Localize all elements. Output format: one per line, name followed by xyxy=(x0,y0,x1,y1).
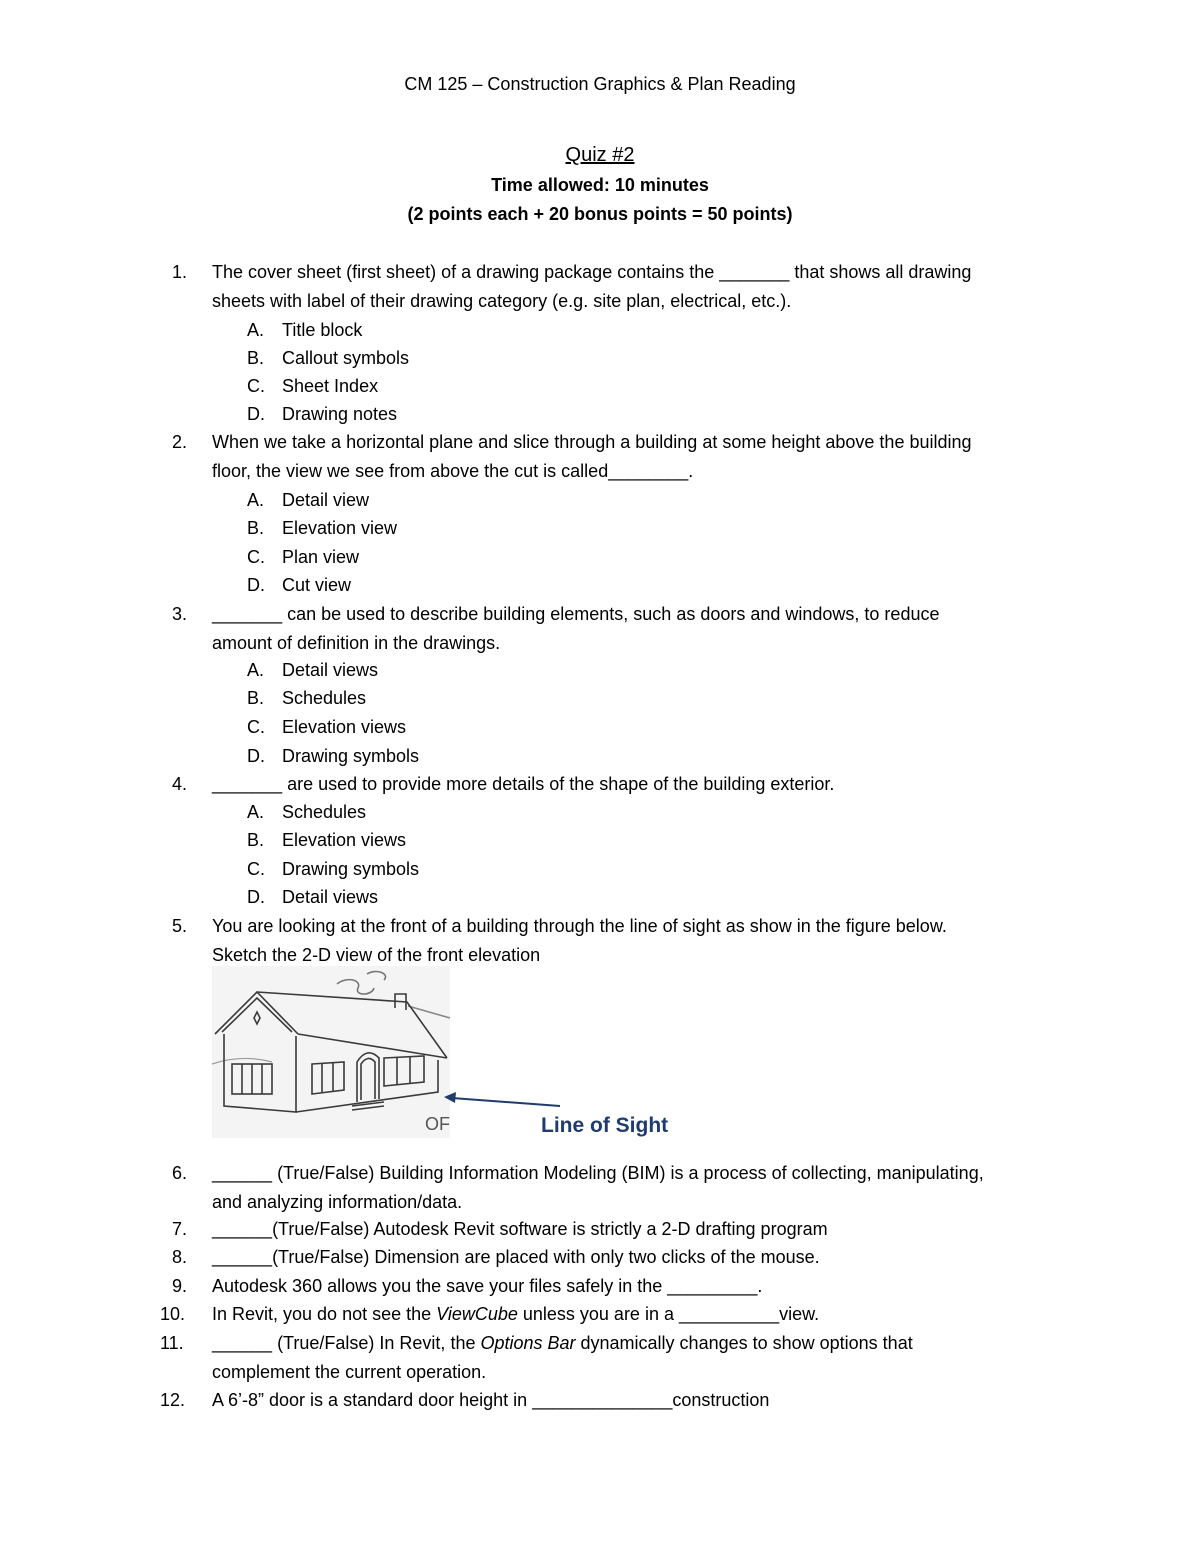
question-number: 1. xyxy=(172,262,188,282)
question-number: 2. xyxy=(172,432,188,452)
option-letter: A. xyxy=(247,320,265,340)
question-number: 7. xyxy=(172,1219,188,1239)
option-letter: D. xyxy=(247,575,265,595)
viewcube-term: ViewCube xyxy=(436,1304,518,1324)
option-text: Schedules xyxy=(282,688,367,708)
question-text-cont: and analyzing information/data. xyxy=(212,1192,463,1212)
question-number: 11. xyxy=(160,1333,184,1353)
question-number: 12. xyxy=(160,1390,186,1410)
option-letter: B. xyxy=(247,830,265,850)
option-text: Drawing notes xyxy=(282,404,398,424)
option-letter: A. xyxy=(247,660,265,680)
time-allowed: Time allowed: 10 minutes xyxy=(491,175,709,195)
question-text: A 6’-8” door is a standard door height in ______________construction xyxy=(212,1390,770,1410)
option-text: Elevation view xyxy=(282,518,398,538)
option-letter: D. xyxy=(247,887,265,907)
question-text-pre: ______ (True/False) In Revit, the xyxy=(212,1333,481,1353)
question-number: 3. xyxy=(172,604,188,624)
question-text-cont: floor, the view we see from above the cut is called________. xyxy=(212,461,694,481)
question-text xyxy=(212,1329,913,1357)
question-text: ______(True/False) Autodesk Revit software is strictly a 2-D drafting program xyxy=(212,1219,828,1239)
option-letter: C. xyxy=(247,547,265,567)
arrow-shaft xyxy=(452,1098,560,1106)
option-text: Detail view xyxy=(282,490,370,510)
option-text: Sheet Index xyxy=(282,376,379,396)
question-number: 10. xyxy=(160,1304,186,1324)
question-text: _______ are used to provide more details of the shape of the building exterior. xyxy=(212,774,835,794)
question-number: 9. xyxy=(172,1276,188,1296)
quiz-title: Quiz #2 xyxy=(565,144,635,166)
option-text: Title block xyxy=(282,320,363,340)
house-figure xyxy=(212,966,450,1138)
option-text: Schedules xyxy=(282,802,367,822)
option-text: Plan view xyxy=(282,547,360,567)
line-of-sight-arrow xyxy=(430,1088,565,1112)
question-text: When we take a horizontal plane and slice through a building at some height above the building xyxy=(212,432,972,452)
option-letter: B. xyxy=(247,688,265,708)
option-text: Detail views xyxy=(282,660,379,680)
option-letter: C. xyxy=(247,376,265,396)
question-text-cont: Sketch the 2-D view of the front elevation xyxy=(212,945,541,965)
points-info: (2 points each + 20 bonus points = 50 points) xyxy=(407,204,793,224)
option-letter: A. xyxy=(247,802,265,822)
option-letter: B. xyxy=(247,348,265,368)
question-text: You are looking at the front of a building through the line of sight as show in the figure below. xyxy=(212,916,947,936)
course-title: CM 125 – Construction Graphics & Plan Reading xyxy=(404,74,796,94)
question-text xyxy=(212,1300,819,1328)
question-text-post: dynamically changes to show options that xyxy=(575,1333,913,1353)
line-of-sight-label: Line of Sight xyxy=(541,1114,669,1137)
question-text-cont: amount of definition in the drawings. xyxy=(212,633,501,653)
option-text: Cut view xyxy=(282,575,352,595)
option-text: Drawing symbols xyxy=(282,859,420,879)
option-text: Drawing symbols xyxy=(282,746,420,766)
figure-cropped-label: OF xyxy=(425,1114,450,1134)
question-text: ______(True/False) Dimension are placed with only two clicks of the mouse. xyxy=(212,1247,820,1267)
question-text: _______ can be used to describe building elements, such as doors and windows, to reduce xyxy=(212,604,940,624)
question-text-cont: sheets with label of their drawing category (e.g. site plan, electrical, etc.). xyxy=(212,291,792,311)
question-text: Autodesk 360 allows you the save your files safely in the _________. xyxy=(212,1276,763,1296)
question-text: ______ (True/False) Building Information Modeling (BIM) is a process of collecting, manipulating, xyxy=(212,1163,984,1183)
option-text: Detail views xyxy=(282,887,379,907)
question-number: 8. xyxy=(172,1247,188,1267)
question-number: 6. xyxy=(172,1163,188,1183)
option-letter: B. xyxy=(247,518,265,538)
arrow-head xyxy=(444,1092,456,1103)
question-text: The cover sheet (first sheet) of a drawing package contains the _______ that shows all drawing xyxy=(212,262,972,282)
question-number: 5. xyxy=(172,916,188,936)
house-sketch xyxy=(212,966,450,1138)
option-letter: C. xyxy=(247,859,265,879)
option-text: Callout symbols xyxy=(282,348,410,368)
option-letter: D. xyxy=(247,404,265,424)
question-text-pre: In Revit, you do not see the xyxy=(212,1304,437,1324)
option-text: Elevation views xyxy=(282,717,407,737)
options-bar-term: Options Bar xyxy=(480,1333,576,1353)
option-letter: D. xyxy=(247,746,265,766)
question-text-cont: complement the current operation. xyxy=(212,1362,487,1382)
option-text: Elevation views xyxy=(282,830,407,850)
question-number: 4. xyxy=(172,774,188,794)
option-letter: C. xyxy=(247,717,265,737)
question-text-post: unless you are in a __________view. xyxy=(517,1304,820,1324)
option-letter: A. xyxy=(247,490,265,510)
